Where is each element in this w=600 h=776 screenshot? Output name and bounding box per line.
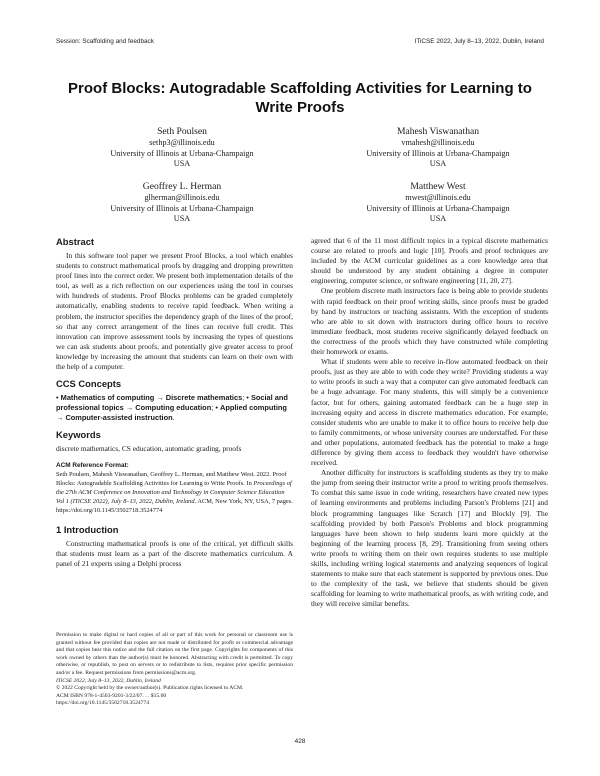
author-block xyxy=(333,126,543,170)
footnote-doi: https://doi.org/10.1145/3502718.3524774 xyxy=(56,700,150,707)
page-number: 428 xyxy=(294,738,306,745)
ccs-item: Mathematics of computing → Discrete mathematics xyxy=(60,393,243,403)
author-block xyxy=(77,126,287,170)
left-column xyxy=(56,236,293,569)
author-affiliation: University of Illinois at Urbana-Champaign xyxy=(366,203,510,213)
author-country: USA xyxy=(429,214,447,224)
ccs-concepts: • Mathematics of computing → Discrete mathematics; • Social and professional topics → Computing education; • Applied computing → Computer-assisted instruction. xyxy=(56,393,288,423)
introduction-heading: 1 Introduction xyxy=(56,523,119,535)
body-paragraph: What if students were able to receive in-flow automated feedback on their proofs, just as they are able to with code they write? Providing students a way to write proofs in such a way that a computer can give automated feedback can be a huge advantage. For many students, this will simply be a convenience factor, but for others, gaining automated feedback can be a huge step in increasing equity and access in discrete mathematics education. For example, consider students who are unable to make it to office hours to receive help due to family commitments, or whose university courses are understaffed. For these and other populations, automated feedback has the potential to make a huge difference by giving them access to feedback they wouldn't have otherwise received. xyxy=(311,357,548,468)
author-email: vmahesh@illinois.edu xyxy=(401,138,475,147)
author-country: USA xyxy=(173,159,191,169)
acm-reference-text: Seth Poulsen, Mahesh Viswanathan, Geoffrey L. Herman, and Matthew West. 2022. Proof Blocks: Autogradable Scaffolding Activities for Learning to Write Proofs. In Proceedings of the 27th ACM Conference on Innovation and Technology in Computer Science Education Vol 1 (ITiCSE 2022), July 8–13, 2022, Dublin, Ireland. ACM, New York, NY, USA, 7 pages. https://doi.org/10.1145/3502718.3524774 xyxy=(56,470,293,514)
author-name: Matthew West xyxy=(410,181,466,192)
ccs-item: Applied computing → Computer-assisted instruction xyxy=(56,403,287,423)
author-name: Geoffrey L. Herman xyxy=(142,181,222,192)
author-affiliation: University of Illinois at Urbana-Champaign xyxy=(110,148,254,158)
keywords-text: discrete mathematics, CS education, automatic grading, proofs xyxy=(56,444,242,454)
abstract-text: In this software tool paper we present Proof Blocks, a tool which enables students to construct mathematical proofs by dragging and dropping prewritten proof lines into the correct order. We present both implementation details of the tool, as well as a rich reflection on our experiences using the tool in courses with hundreds of students. Proof Blocks problems can be graded completely automatically, enabling students to receive rapid feedback. When writing a problem, the instructor specifies the dependency graph of the lines of the proof, so that any correct arrangement of the lines can receive full credit. This innovation can improve assessment tools by increasing the types of questions we can ask students about proofs, and potentially give greater access to proof knowledge by increasing the amount that students can learn on their own with the help of a computer. xyxy=(56,251,293,372)
author-block xyxy=(333,181,543,225)
ccs-item: Social and professional topics → Computing education xyxy=(56,393,288,413)
acm-reference-doi: ACM, New York, NY, USA, 7 pages. https://doi.org/10.1145/3502718.3524774 xyxy=(56,497,293,514)
body-paragraph: Another difficulty for instructors is scaffolding students as they try to make the jump from seeing their instructor write a proof to writing proofs themselves. To combat this same issue in code writing, researchers have created new types of learning environments and problems including Parson's Problems [21] and block programming languages like Scratch [17] and Blockly [9]. The scaffolding provided by both Parson's Problems and block programming languages have been shown to help students learn more quickly at the beginning of the learning process [8, 29]. Transitioning from seeing others write proofs to writing them on their own requires students to use multiple skills, including writing logical statements and analyzing sequences of logical statements to make sure that each statement is supported by previous ones. Due to the complexity of the task, we believe that students should be given scaffolding for learning to write mathematical proofs, as with writing code, and they will receive similar benefits. xyxy=(311,468,548,609)
footnote-copyright: © 2022 Copyright held by the owner/author(s). Publication rights licensed to ACM. xyxy=(56,685,244,692)
body-paragraph: One problem discrete math instructors face is being able to provide students with rapid feedback on their proof writing skills, since proofs must be graded by hand by instructors or teaching assistants. With the exception of students who are able to sit down with instructors during office hours to receive immediate feedback, most students receive significantly delayed feedback on the correctness of the proofs which they have constructed while completing their homework or exams. xyxy=(311,286,548,357)
introduction-text: Constructing mathematical proofs is one of the critical, yet difficult skills that students must learn as a part of the discrete mathematics curriculum. A panel of 21 experts using a Delphi process xyxy=(56,538,293,568)
author-block xyxy=(77,181,287,225)
body-paragraph: agreed that 6 of the 11 most difficult topics in a typical discrete mathematics course are related to proofs and logic [10]. Proofs and proof techniques are included by the ACM curricular guidelines as a core knowledge area that should be understood by any student obtaining a degree in computer engineering, computer science, or software engineering [11, 20, 27]. xyxy=(311,236,548,286)
running-head-session: Session: Scaffolding and feedback xyxy=(56,38,154,45)
paper-title: Proof Blocks: Autogradable Scaffolding Activities for Learning to Write Proofs xyxy=(68,80,532,116)
author-email: mwest@illinois.edu xyxy=(405,193,471,202)
author-email: sethp3@illinois.edu xyxy=(149,138,215,147)
author-country: USA xyxy=(173,214,191,224)
author-name: Mahesh Viswanathan xyxy=(396,126,480,137)
right-column xyxy=(311,236,548,609)
keywords-heading: Keywords xyxy=(56,429,101,441)
acm-reference-venue: Proceedings of the 27th ACM Conference on Innovation and Technology in Computer Science Education Vol 1 (ITiCSE 2022), July 8–13, 2022, Dublin, Ireland. xyxy=(56,479,292,505)
author-affiliation: University of Illinois at Urbana-Champaign xyxy=(110,203,254,213)
abstract-heading: Abstract xyxy=(56,236,95,247)
ccs-heading: CCS Concepts xyxy=(56,378,122,390)
permission-footnote xyxy=(56,632,293,708)
author-country: USA xyxy=(429,159,447,169)
footnote-conference: ITiCSE 2022, July 8–13, 2022, Dublin, Ireland xyxy=(56,677,161,684)
author-name: Seth Poulsen xyxy=(157,126,207,137)
author-affiliation: University of Illinois at Urbana-Champaign xyxy=(366,148,510,158)
running-head-conference: ITiCSE 2022, July 8–13, 2022, Dublin, Ireland xyxy=(414,38,544,45)
footnote-isbn: ACM ISBN 978-1-4503-9201-3/22/07. . . $15.00 xyxy=(56,692,167,699)
acm-reference-heading: ACM Reference Format: xyxy=(56,461,129,469)
author-email: glherman@illinois.edu xyxy=(144,193,220,202)
permission-text: Permission to make digital or hard copies of all or part of this work for personal or classroom use is granted without fee provided that copies are not made or distributed for profit or commercial advantage and that copies bear this notice and the full citation on the first page. Copyrights for components of this work owned by others than the author(s) must be honored. Abstracting with credit is permitted. To copy otherwise, or republish, to post on servers or to redistribute to lists, requires prior specific permission and/or a fee. Request permissions from permissions@acm.org. xyxy=(56,632,293,676)
